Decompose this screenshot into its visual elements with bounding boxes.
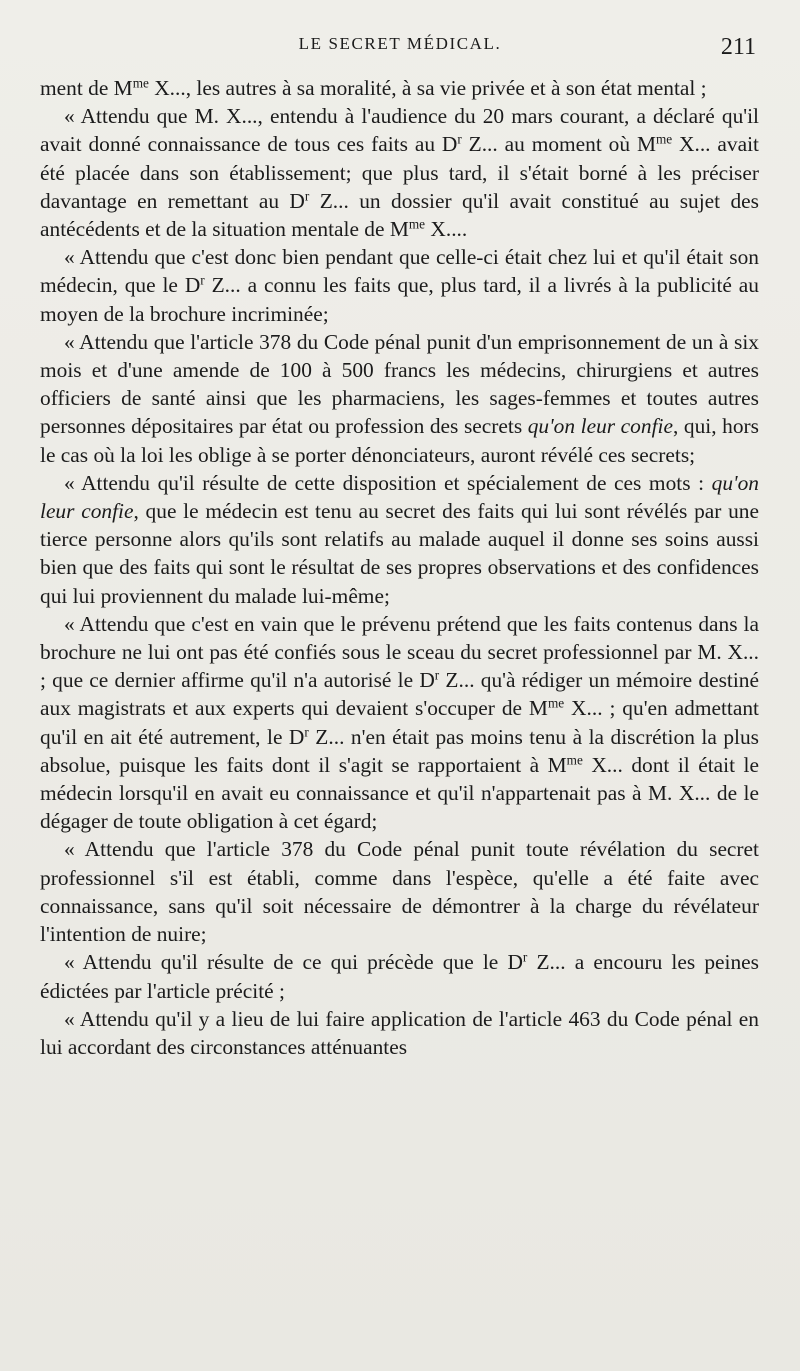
paragraph-attendu-3: « Attendu que l'article 378 du Code pénal punit d'un emprisonnement de un à six mois et d'une amende de 100 à 500 francs les médecins, chirurgiens et autres officiers de santé ainsi que les pharmaciens, les sages-femmes et toutes autres personnes dépositaires par état ou profession des secrets qu'on leur confie, qui, hors le cas où la loi les oblige à se porter dénonciateurs, auront révélé ces secrets; [40,329,759,467]
paragraph-attendu-7: « Attendu qu'il résulte de ce qui précède que le $D^r$ Z... a encouru les peines édictées par l'article précité ; [40,950,759,1003]
page-number: 211 [720,34,756,60]
paragraph-attendu-8: « Attendu qu'il y a lieu de lui faire application de l'article 463 du Code pénal en lui accordant des circonstances atténuantes [40,1006,759,1059]
paragraph-attendu-6: « Attendu que l'article 378 du Code pénal punit toute révélation du secret professionnel s'il est établi, comme dans l'espèce, qu'elle a été faite avec connaissance, sans qu'il soit nécessaire de démontrer à la charge du révélateur l'intention de nuire; [40,837,759,947]
paragraph-attendu-5: « Attendu que c'est en vain que le prévenu prétend que les faits contenus dans la brochure ne lui ont pas été confiés sous le sceau du secret professionnel par M. X... ; que ce dernier affirme qu'il n'a autorisé le $D^r$ Z... qu'à rédiger un mémoire destiné aux magistrats et aux experts qui devaient s'occuper de $M^{me}$ X... ; qu'en admettant qu'il en ait été autrement, le $D^r$ Z... n'en était pas moins tenu à la discrétion la plus absolue, puisque les faits dont il s'agit se rapportaient à $M^{me}$ X... dont il était le médecin lorsqu'il en avait eu connaissance et qu'il n'appartenait pas à M. X... de le dégager de toute obligation à cet égard; [40,611,759,834]
paragraph-continuation: ment de $M^{me}$ X..., les autres à sa moralité, à sa vie privée et à son état mental ; [40,75,707,100]
body-text [40,74,759,1061]
running-title: LE SECRET MÉDICAL. [298,34,502,53]
paragraph-attendu-1: « Attendu que M. X..., entendu à l'audience du 20 mars courant, a déclaré qu'il avait donné connaissance de tous ces faits au $D^r$ Z... au moment où $M^{me}$ X... avait été placée dans son établissement; que plus tard, il s'était borné à les préciser davantage en remettant au $D^r$ Z... un dossier qu'il avait constitué au sujet des antécédents et de la situation mentale de $M^{me}$ X.... [40,104,760,242]
paragraph-attendu-4: « Attendu qu'il résulte de cette disposition et spécialement de ces mots : qu'on leur confie, que le médecin est tenu au secret des faits qui lui sont révélés par une tierce personne alors qu'ils sont relatifs au malade auquel il donne ses soins aussi bien que des faits qui sont le résultat de ses propres observations et des confidences qui lui proviennent du malade lui-même; [40,470,759,608]
page-header [0,34,800,60]
paragraph-attendu-2: « Attendu que c'est donc bien pendant que celle-ci était chez lui et qu'il était son médecin, que le $D^r$ Z... a connu les faits que, plus tard, il a livrés à la publicité au moyen de la brochure incriminée; [40,245,759,326]
